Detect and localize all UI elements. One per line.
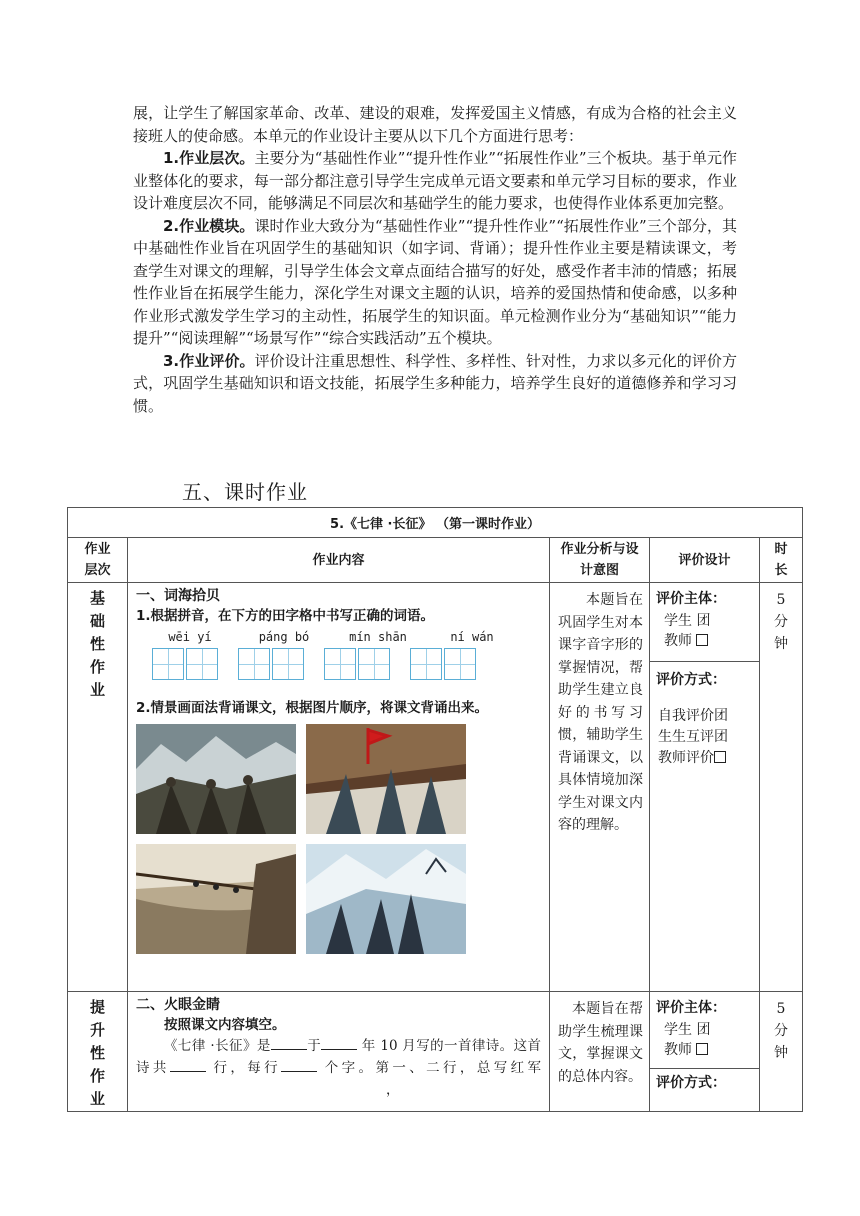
paragraph-body: 评价设计注重思想性、科学性、多样性、针对性，力求以多元化的评价方式，巩固学生基础知识和语文技能，拓展学生多种能力，培养学生良好的道德修养和学习习惯。: [133, 351, 737, 415]
tian-grid[interactable]: [324, 648, 392, 680]
picture-grid: [136, 724, 541, 954]
tian-grid-row: [152, 648, 541, 680]
content-cell: [128, 583, 550, 992]
level-cell: [68, 583, 128, 992]
eval-peer: 生生互评团: [658, 729, 728, 745]
header-time: 时长: [760, 538, 803, 583]
time-label: 5分钟: [774, 1001, 789, 1061]
exercise-section-title: 二、火眼金睛: [136, 997, 220, 1013]
tian-grid[interactable]: [410, 648, 478, 680]
paragraph-heading: 1.作业层次。: [163, 149, 255, 167]
intro-paragraph-1: 展，让学生了解国家革命、改革、建设的艰难，发挥爱国主义情感，有成为合格的社会主义接班人的使命感。本单元的作业设计主要从以下几个方面进行思考：: [133, 104, 737, 145]
blank-year[interactable]: [321, 1049, 357, 1050]
eval-subject-label: 评价主体：: [656, 591, 726, 607]
intro-text: [133, 102, 737, 417]
pinyin-3: mín shān: [349, 630, 407, 644]
fill-in-text: [136, 1035, 541, 1101]
eval-self: 自我评价团: [658, 708, 728, 724]
fill-text: 于: [306, 1038, 322, 1054]
time-cell: [760, 583, 803, 992]
painting-2: [306, 724, 466, 834]
pinyin-row: [152, 630, 541, 644]
intro-paragraph-4: [133, 350, 737, 418]
eval-teacher-option: [650, 631, 759, 651]
option-label: 教师评价: [658, 750, 714, 766]
analysis-text: 本题旨在巩固学生对本课字音字形的掌握情况，帮助学生建立良好的书写习惯，辅助学生背诵课文，以具体情境加深学生对课文内容的理解。: [558, 592, 643, 833]
checkbox-icon[interactable]: [696, 634, 708, 646]
fill-text: 年 10 月写的一首律诗。这首诗共: [136, 1038, 541, 1076]
table-row: [68, 583, 803, 992]
section-title: 五、课时作业: [182, 480, 308, 504]
tian-grid[interactable]: [238, 648, 306, 680]
eval-method-label: 评价方式：: [656, 672, 726, 688]
level-label: 基础性作业: [89, 589, 105, 699]
header-analysis: 作业分析与设计意图: [550, 538, 650, 583]
content-cell: [128, 992, 550, 1112]
checkbox-icon[interactable]: [714, 751, 726, 763]
painting-1: [136, 724, 296, 834]
exercise-section-title: 一、词海拾贝: [136, 588, 220, 604]
paragraph-heading: 2.作业模块。: [163, 216, 255, 235]
intro-paragraph-2: [133, 147, 737, 215]
checkbox-icon[interactable]: [696, 1043, 708, 1055]
pinyin-2: páng bó: [258, 630, 310, 644]
intro-paragraph-3: [133, 215, 737, 350]
header-level: 作业层次: [68, 538, 128, 583]
paragraph-body: 主要分为“基础性作业”“提升性作业”“拓展性作业”三个板块。基于单元作业整体化的要求，每一部分都注意引导学生完成单元语文要素和单元学习目标的要求，作业设计难度层次不同，能够满足不同层次和基础学生的能力要求，也使得作业体系更加完整。: [133, 149, 738, 212]
painting-3: [136, 844, 296, 954]
painting-4: [306, 844, 466, 954]
question: 按照课文内容填空。: [164, 1017, 286, 1033]
eval-subject-label: 评价主体：: [656, 1000, 726, 1016]
time-label: 5分钟: [774, 592, 789, 652]
blank-lines[interactable]: [170, 1071, 206, 1072]
fill-text: 个字。第一、二行，总写红军: [317, 1060, 542, 1076]
option-label: 教师: [664, 633, 692, 649]
tian-grid[interactable]: [152, 648, 220, 680]
fill-text: 《七律 ·长征》是: [164, 1038, 271, 1054]
paragraph-heading: 3.作业评价。: [163, 351, 255, 370]
option-label: 教师: [664, 1042, 692, 1058]
eval-teacher-option: [650, 1040, 759, 1060]
header-content: 作业内容: [128, 538, 550, 583]
homework-table: [67, 507, 803, 1112]
header-eval: 评价设计: [650, 538, 760, 583]
pinyin-4: ní wán: [450, 630, 494, 644]
pinyin-1: wēi yí: [168, 630, 212, 644]
paragraph-body: 课时作业大致分为“基础性作业”“提升性作业”“拓展性作业”三个部分，其中基础性作业旨在巩固学生的基础知识（如字词、背诵）；提升性作业主要是精读课文，考查学生对课文的理解，引导学生体会文章点面结合描写的好处，感受作者丰沛的情感；拓展性作业旨在拓展学生能力，深化学生对课文主题的认识，培养的爱国热情和使命感，以多种作业形式激发学生学习的主动性，拓展学生的知识面。单元检测作业分为“基础知识”“能力提升”“阅读理解”“场景写作”“综合实践活动”五个模块。: [133, 216, 738, 347]
analysis-cell: [550, 992, 650, 1112]
question-1: 1.根据拼音，在下方的田字格中书写正确的词语。: [136, 608, 435, 624]
question-2: 2.情景画面法背诵课文，根据图片顺序，将课文背诵出来。: [136, 700, 489, 716]
level-label: 提升性作业: [89, 998, 105, 1108]
table-row: [68, 992, 803, 1112]
level-cell: [68, 992, 128, 1112]
time-cell: [760, 992, 803, 1112]
eval-cell: [650, 583, 760, 992]
blank-author[interactable]: [271, 1049, 307, 1050]
eval-method-label: 评价方式：: [656, 1075, 726, 1091]
analysis-text: 本题旨在帮助学生梳理课文，掌握课文的总体内容。: [558, 1001, 643, 1085]
eval-student: 学生 团: [664, 1022, 711, 1038]
fill-text: ，: [386, 1082, 400, 1098]
eval-student: 学生 团: [664, 613, 711, 629]
fill-text: 行，每行: [205, 1060, 282, 1076]
table-title: 5.《七律 ·长征》 （第一课时作业）: [68, 508, 803, 538]
eval-teacher-eval-option: [650, 748, 759, 769]
analysis-cell: [550, 583, 650, 992]
eval-cell: [650, 992, 760, 1112]
blank-chars[interactable]: [281, 1071, 317, 1072]
